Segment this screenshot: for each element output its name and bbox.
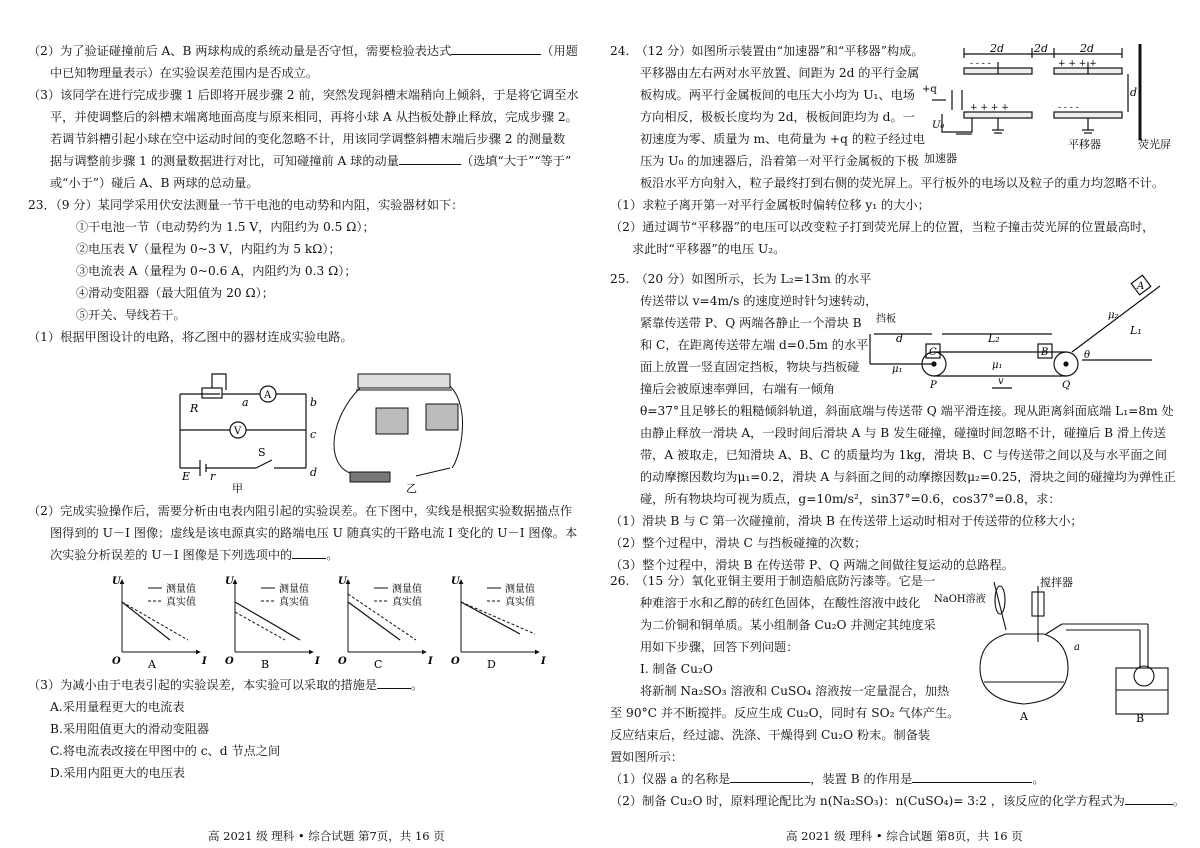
left-page xyxy=(28,40,590,348)
q24-title: 24. （12 分）如图所示装置由“加速器”和“平移器”构成。 xyxy=(610,44,924,58)
label-P: P xyxy=(930,380,937,390)
legend-true: 真实值 xyxy=(279,597,309,608)
plate-minus: - - - - xyxy=(1058,103,1079,113)
q23-2-block xyxy=(28,500,590,566)
label-2d-2: 2d xyxy=(1034,44,1049,55)
legend-true: 真实值 xyxy=(166,597,196,608)
plate-plus: + + + + xyxy=(1058,59,1097,69)
q22-3-line1: （3）该同学在进行完成步骤 1 后即将开展步骤 2 前，突然发现斜槽末端稍向上倾斜，于是将它调至水 xyxy=(28,88,579,102)
legend-measured: 测量值 xyxy=(392,584,422,595)
q24-line5: 初速度为零、质量为 m、电荷量为 +q 的粒子经过电 xyxy=(640,132,925,146)
label-a: a xyxy=(242,396,249,409)
q25-line10: 的动摩擦因数均为μ₁=0.2，滑块 A 与斜面之间的动摩擦因数μ₂=0.25，滑块之间的碰撞均为弹性正 xyxy=(640,470,1176,484)
q22-3-line2: 平，并使调整后的斜槽末端离地面高度与原来相同，再将小球 A 从挡板处静止释放，完成步骤 2。 xyxy=(50,110,578,124)
label-mu2: μ₂ xyxy=(1108,310,1119,321)
label-b: b xyxy=(310,396,318,409)
label-B: B xyxy=(1041,347,1049,358)
label-yi: 乙 xyxy=(406,482,417,495)
label-jia: 甲 xyxy=(232,482,243,495)
q23-item3: ③电流表 A（量程为 0~0.6 A，内阻约为 0.3 Ω）； xyxy=(76,264,357,278)
choice-D[interactable]: D.采用内阻更大的电压表 xyxy=(50,766,186,780)
svg-text:I: I xyxy=(202,656,207,667)
label-screen: 荧光屏 xyxy=(1138,138,1171,151)
label-Q: Q xyxy=(1062,380,1071,390)
plate-minus: - - - - xyxy=(970,59,991,69)
plate-plus: + + + + xyxy=(970,103,1009,113)
label-stirrer: 搅拌器 xyxy=(1040,576,1073,589)
label-baffle: 挡板 xyxy=(876,314,896,325)
label-A: A xyxy=(1137,281,1145,292)
q24-2: （2）通过调节“平移器”的电压可以改变粒子打到荧光屏上的位置，当粒子撞击荧光屏的位置最高时， xyxy=(610,220,1155,234)
q25-3: （3）整个过程中，滑块 B 在传送带 P、Q 两端之间做往复运动的总路程。 xyxy=(610,558,1014,572)
answer-blank[interactable] xyxy=(292,558,326,559)
svg-text:O: O xyxy=(225,656,234,667)
q23-1: （1）根据甲图设计的电路，将乙图中的器材连成实验电路。 xyxy=(28,330,353,344)
q26-line7: 至 90°C 并不断搅拌。反应生成 Cu₂O，同时有 SO₂ 气体产生。 xyxy=(610,706,960,720)
q26-line3: 为二价铜和铜单质。某小组制备 Cu₂O 并测定其纯度采 xyxy=(640,618,936,632)
q23-3-block xyxy=(28,674,590,784)
q25-line3: 紧靠传送带 P、Q 两端各静止一个滑块 B xyxy=(640,316,862,330)
q22-2-line2: 中已知物理量表示）在实验误差范围内是否成立。 xyxy=(50,66,319,80)
q25-title: 25. （20 分）如图所示，长为 L₂=13m 的水平 xyxy=(610,272,872,286)
label-mu1-left: μ₁ xyxy=(892,364,903,375)
q24-line6: 压为 U₀ 的加速器后，沿着第一对平行金属板的下极 xyxy=(640,154,919,168)
label-C: C xyxy=(929,347,937,358)
label-L2: L₂ xyxy=(988,332,1000,345)
label-2d-3: 2d xyxy=(1080,44,1095,55)
q23-item5: ⑤开关、导线若干。 xyxy=(76,308,186,322)
label-accelerator: 加速器 xyxy=(924,152,957,165)
svg-text:U: U xyxy=(112,576,121,587)
q22-3-line3: 若调节斜槽引起小球在空中运动时间的变化忽略不计，用该同学调整斜槽末端后步骤 2 的测量数 xyxy=(50,132,566,146)
answer-blank[interactable] xyxy=(377,688,411,689)
q26-title: 26. （15 分）氧化亚铜主要用于制造船底防污漆等。它是一 xyxy=(610,574,936,588)
svg-text:O: O xyxy=(112,656,121,667)
q26-line6: 将新制 Na₂SO₃ 溶液和 CuSO₄ 溶液按一定量混合，加热 xyxy=(640,684,950,698)
legend-true: 真实值 xyxy=(505,597,535,608)
q24-2-cont: 求此时“平移器”的电压 U₂。 xyxy=(632,242,786,256)
q25-line9: 带，A 被取走，已知滑块 A、B、C 的质量均为 1kg，滑块 B、C 与传送带之间以及与水平面之间 xyxy=(640,448,1167,462)
label-L1: L₁ xyxy=(1130,324,1142,337)
q23-item2: ②电压表 V（量程为 0~3 V，内阻约为 5 kΩ）； xyxy=(76,242,341,256)
label-v: v xyxy=(998,376,1004,387)
svg-text:I: I xyxy=(428,656,433,667)
label-B: B xyxy=(1136,712,1145,724)
q23-2-line1: （2）完成实验操作后，需要分析由电表内阻引起的实验误差。在下图中，实线是根据实验数据描点作 xyxy=(28,504,573,518)
q26-1: （1）仪器 a 的名称是 ，装置 B 的作用是 。 xyxy=(610,772,1045,786)
answer-blank[interactable] xyxy=(451,54,541,55)
q26-section1: Ⅰ. 制备 Cu₂O xyxy=(640,662,713,676)
apparatus-figure xyxy=(934,572,1174,724)
q22-3-line5: 或“小于”）碰后 A、B 两球的总动量。 xyxy=(50,176,259,190)
footer-left: 高 2021 级 理科 • 综合试题 第7页，共 16 页 xyxy=(208,829,445,843)
circuit-figure xyxy=(160,368,480,496)
q25-line2: 传送带以 v=4m/s 的速度逆时针匀速转动， xyxy=(640,294,878,308)
q25-1: （1）滑块 B 与 C 第一次碰撞前，滑块 B 在传送带上运动时相对于传送带的位移大小； xyxy=(610,514,1083,528)
label-A: A xyxy=(1020,710,1028,723)
legend-measured: 测量值 xyxy=(505,584,535,595)
q23-2-line2: 图得到的 U－I 图像；虚线是该电源真实的路端电压 U 随真实的干路电流 I 变化的 U－I 图像。本 xyxy=(50,526,578,540)
ammeter-A-symbol: A xyxy=(264,390,272,401)
conveyor-figure xyxy=(862,272,1162,390)
accelerator-shifter-figure xyxy=(918,44,1188,172)
choice-A[interactable]: A.采用量程更大的电流表 xyxy=(50,700,185,714)
q23-title: 23．（9 分）某同学采用伏安法测量一节干电池的电动势和内阻，实验器材如下： xyxy=(28,198,464,212)
choice-B[interactable]: B.采用阻值更大的滑动变阻器 xyxy=(50,722,210,736)
q25-2: （2）整个过程中，滑块 C 与挡板碰撞的次数； xyxy=(610,536,867,550)
option-label-B: B xyxy=(261,658,270,670)
legend-measured: 测量值 xyxy=(166,584,196,595)
ui-option-graphs xyxy=(110,574,560,670)
label-S: S xyxy=(258,446,266,459)
footer-right: 高 2021 级 理科 • 综合试题 第8页，共 16 页 xyxy=(786,829,1023,843)
label-charge: +q xyxy=(922,84,937,95)
label-shifter: 平移器 xyxy=(1068,138,1101,151)
q25-line4: 和 C，在距离传送带左端 d=0.5m 的水平 xyxy=(640,338,869,352)
q24-1: （1）求粒子离开第一对平行金属板时偏转位移 y₁ 的大小； xyxy=(610,198,930,212)
option-label-A: A xyxy=(148,658,156,670)
label-mu1-belt: μ₁ xyxy=(992,360,1003,371)
q25-line11: 碰，所有物块均可视为质点，g=10m/s²，sin37°=0.6，cos37°=0.8，求： xyxy=(640,492,1061,506)
label-U0: U₀ xyxy=(932,120,945,131)
q25-line6: 撞后会被原速率弹回，右端有一倾角 xyxy=(640,382,835,396)
label-d: d xyxy=(1130,86,1138,99)
answer-blank[interactable] xyxy=(912,782,1032,783)
answer-blank[interactable] xyxy=(399,164,461,165)
svg-text:O: O xyxy=(338,656,347,667)
svg-text:U: U xyxy=(225,576,234,587)
q22-3-line4: 据与调整前步骤 1 的测量数据进行对比，可知碰撞前 A 球的动量 （选填“大于”“等于” xyxy=(50,154,572,168)
q24-line7: 板沿水平方向射入，粒子最终打到右侧的荧光屏上。平行板外的电场以及粒子的重力均忽略不计。 xyxy=(640,176,1165,190)
svg-text:I: I xyxy=(541,656,546,667)
choice-C[interactable]: C.将电流表改接在甲图中的 c、d 节点之间 xyxy=(50,744,281,758)
svg-text:I: I xyxy=(315,656,320,667)
q24-line2: 平移器由左右两对水平放置、间距为 2d 的平行金属 xyxy=(640,66,920,80)
label-theta: θ xyxy=(1084,350,1091,361)
legend-true: 真实值 xyxy=(392,597,422,608)
q26-line4: 用如下步骤，回答下列问题： xyxy=(640,640,799,654)
label-naoh: NaOH溶液 xyxy=(934,594,986,605)
q22-2-line1: （2）为了验证碰撞前后 A、B 两球构成的系统动量是否守恒，需要检验表达式 （用题 xyxy=(28,44,578,58)
q26-line9: 置如图所示： xyxy=(610,750,684,764)
legend-measured: 测量值 xyxy=(279,584,309,595)
option-label-C: C xyxy=(374,658,383,670)
graph-option-labels xyxy=(147,658,496,670)
q26-2: （2）制备 Cu₂O 时，原料理论配比为 n(Na₂SO₃)：n(CuSO₄)= 3:2 ，该反应的化学方程式为 。 xyxy=(610,794,1186,808)
option-label-D: D xyxy=(487,658,496,670)
q24-line4: 方向相反，极板长度均为 2d，极板间距均为 d。一 xyxy=(640,110,915,124)
voltmeter-V-symbol: V xyxy=(234,426,242,437)
circuit-yi-sketch xyxy=(334,374,463,482)
q23-item4: ④滑动变阻器（最大阻值为 20 Ω）； xyxy=(76,286,274,300)
label-d: d xyxy=(896,332,904,345)
svg-text:U: U xyxy=(451,576,460,587)
answer-blank[interactable] xyxy=(730,782,810,783)
label-2d-1: 2d xyxy=(990,44,1005,55)
q26-line2: 种难溶于水和乙醇的砖红色固体，在酸性溶液中歧化 xyxy=(640,596,921,610)
q25-line8: 由静止释放一滑块 A，一段时间后滑块 A 与 B 发生碰撞，碰撞时间忽略不计，碰撞后 B 滑上传送 xyxy=(640,426,1166,440)
q25-line7: θ=37°且足够长的粗糙倾斜轨道，斜面底端与传送带 Q 端平滑连接。现从距离斜面底端 L₁=8m 处 xyxy=(640,404,1174,418)
q26-line8: 反应结束后，经过滤、洗涤、干燥得到 Cu₂O 粉末。制备装 xyxy=(610,728,931,742)
label-a: a xyxy=(1074,642,1080,653)
answer-blank[interactable] xyxy=(1125,804,1173,805)
label-c: c xyxy=(310,428,317,441)
svg-text:U: U xyxy=(338,576,347,587)
label-d: d xyxy=(310,466,318,479)
q23-2-line3: 次实验分析误差的 U－I 图像是下列选项中的 。 xyxy=(50,548,339,562)
svg-text:O: O xyxy=(451,656,460,667)
q23-3-line: （3）为减小由于电表引起的实验误差，本实验可以采取的措施是 。 xyxy=(28,678,424,692)
q24-line3: 板构成。两平行金属板间的电压大小均为 U₁、电场 xyxy=(640,88,915,102)
q23-item1: ①干电池一节（电动势约为 1.5 V，内阻约为 0.5 Ω）； xyxy=(76,220,375,234)
label-R: R xyxy=(190,402,199,415)
label-r: r xyxy=(210,470,216,483)
circuit-jia-schematic xyxy=(180,374,306,476)
q25-line5: 面上放置一竖直固定挡板，物块与挡板碰 xyxy=(640,360,860,374)
label-E: E xyxy=(182,470,191,483)
